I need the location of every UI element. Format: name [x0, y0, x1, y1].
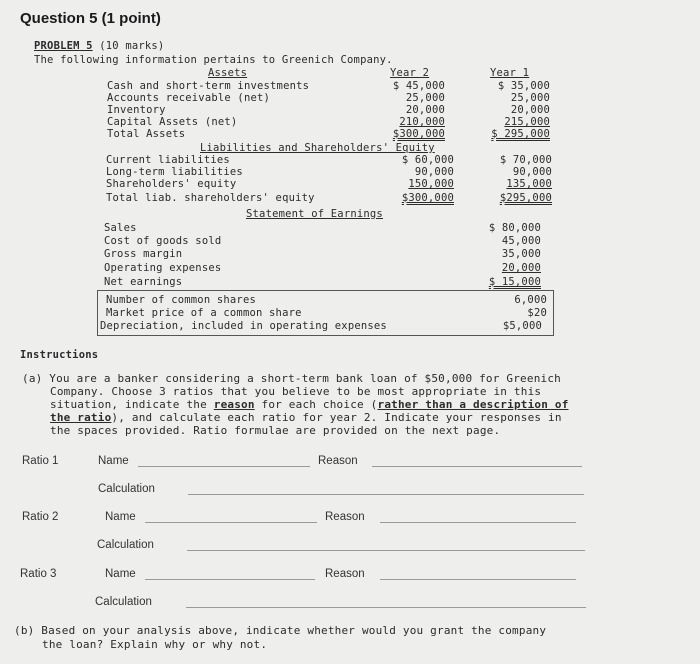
asset-label: Capital Assets (net): [107, 116, 238, 128]
asset-year1: 215,000: [504, 116, 550, 128]
problem-heading: [34, 40, 164, 52]
earnings-value: 35,000: [501, 248, 541, 260]
liability-label: Current liabilities: [106, 154, 230, 166]
box-value: 6,000: [514, 294, 547, 306]
liability-label: Total liab. shareholders' equity: [106, 192, 315, 204]
ratio-2-reason-field[interactable]: [380, 522, 576, 523]
earnings-value: $ 80,000: [488, 222, 541, 234]
ratio-3-label: Ratio 3: [20, 568, 57, 580]
instr-text: ), and calculate each ratio for year 2. Indicate your responses in: [111, 411, 562, 424]
instr-text: situation, indicate the: [50, 398, 214, 411]
question-title: Question 5 (1 point): [20, 10, 161, 27]
liability-year2: 150,000: [408, 178, 454, 190]
earnings-label: Cost of goods sold: [104, 235, 222, 247]
earnings-label: Gross margin: [104, 248, 183, 260]
asset-year2: 25,000: [405, 92, 445, 104]
ratio-2-name-label: Name: [105, 511, 136, 523]
liability-year1: $295,000: [499, 192, 552, 204]
box-value: $5,000: [502, 320, 542, 332]
earnings-label: Sales: [104, 222, 137, 234]
ratio-2-reason-label: Reason: [325, 511, 365, 523]
problem-intro: The following information pertains to Greenich Company.: [34, 54, 393, 66]
asset-year1: 20,000: [510, 104, 550, 116]
assets-header: Assets: [208, 67, 248, 79]
ratio-3-name-field[interactable]: [145, 579, 315, 580]
asset-year1: $ 35,000: [497, 80, 550, 92]
ratio-1-reason-field[interactable]: [372, 466, 582, 467]
box-label: Market price of a common share: [106, 307, 302, 319]
asset-label: Inventory: [107, 104, 166, 116]
earnings-value: 20,000: [501, 262, 541, 274]
earnings-label: Net earnings: [104, 276, 183, 288]
ratio-1-reason-label: Reason: [318, 455, 358, 467]
ratio-2-calc-label: Calculation: [97, 539, 154, 551]
year2-header: Year 2: [390, 67, 430, 79]
earnings-value: $ 15,000: [488, 276, 541, 288]
asset-year1: $ 295,000: [491, 128, 550, 140]
asset-label: Accounts receivable (net): [107, 92, 271, 104]
instruction-b-line: (b) Based on your analysis above, indicate whether would you grant the company: [14, 624, 547, 637]
ratio-1-calc-field[interactable]: [188, 494, 584, 495]
instr-reason-emph: reason: [213, 398, 255, 411]
liability-label: Long-term liabilities: [106, 166, 243, 178]
box-value: $20: [527, 307, 547, 319]
instruction-a-line: [50, 411, 562, 425]
asset-year2: $300,000: [392, 128, 445, 140]
liability-year2: $ 60,000: [401, 154, 454, 166]
earnings-header: Statement of Earnings: [246, 208, 383, 220]
asset-label: Cash and short-term investments: [107, 80, 310, 92]
ratio-3-calc-field[interactable]: [186, 607, 586, 608]
earnings-label: Operating expenses: [104, 262, 222, 274]
asset-label: Total Assets: [107, 128, 186, 140]
ratio-1-name-label: Name: [98, 455, 129, 467]
instruction-a-line: Company. Choose 3 ratios that you believe to be most appropriate in this: [50, 385, 542, 398]
problem-marks: (10 marks): [99, 40, 165, 52]
instruction-a-line: [50, 398, 569, 412]
liability-year1: 90,000: [512, 166, 552, 178]
instr-text: for each choice (: [254, 398, 378, 411]
liabilities-header: Liabilities and Shareholders' Equity: [200, 142, 435, 154]
ratio-2-name-field[interactable]: [145, 522, 317, 523]
liability-year2: 90,000: [414, 166, 454, 178]
ratio-1-label: Ratio 1: [22, 455, 59, 467]
ratio-3-reason-label: Reason: [325, 568, 365, 580]
problem-number: PROBLEM 5: [34, 40, 93, 52]
liability-year1: $ 70,000: [499, 154, 552, 166]
instruction-a-line: the spaces provided. Ratio formulae are provided on the next page.: [50, 424, 501, 437]
ratio-3-name-label: Name: [105, 568, 136, 580]
box-label: Number of common shares: [106, 294, 256, 306]
ratio-1-calc-label: Calculation: [98, 483, 155, 495]
liability-year1: 135,000: [506, 178, 552, 190]
liability-label: Shareholders' equity: [106, 178, 237, 190]
instruction-b-line: the loan? Explain why or why not.: [42, 638, 268, 651]
year1-header: Year 1: [490, 67, 530, 79]
instruction-a-line: (a) You are a banker considering a short-term bank loan of $50,000 for Greenich: [22, 372, 561, 385]
ratio-2-calc-field[interactable]: [187, 550, 585, 551]
asset-year1: 25,000: [510, 92, 550, 104]
ratio-2-label: Ratio 2: [22, 511, 59, 523]
ratio-3-reason-field[interactable]: [380, 579, 576, 580]
instr-bold-emph: the ratio: [50, 411, 112, 424]
liability-year2: $300,000: [401, 192, 454, 204]
box-label: Depreciation, included in operating expenses: [100, 320, 387, 332]
instr-bold-emph: rather than a description of: [377, 398, 569, 411]
ratio-1-name-field[interactable]: [138, 466, 310, 467]
asset-year2: 210,000: [399, 116, 445, 128]
earnings-value: 45,000: [501, 235, 541, 247]
asset-year2: $ 45,000: [392, 80, 445, 92]
asset-year2: 20,000: [405, 104, 445, 116]
instructions-heading: Instructions: [20, 349, 99, 361]
ratio-3-calc-label: Calculation: [95, 596, 152, 608]
